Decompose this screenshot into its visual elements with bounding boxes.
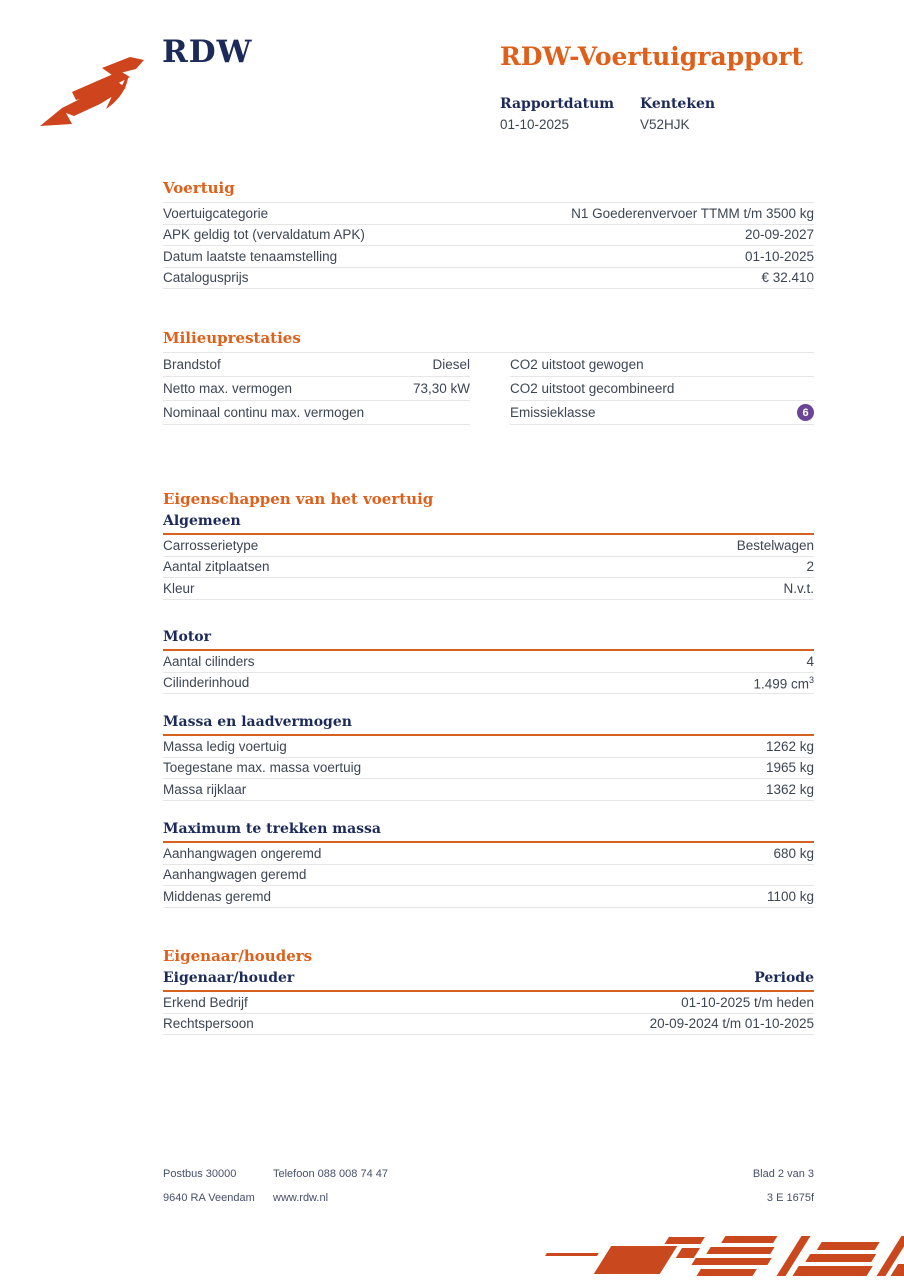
table-row bbox=[163, 535, 814, 557]
rdw-flag-graphic-icon bbox=[532, 1232, 904, 1280]
license-plate-value: V52HJK bbox=[640, 117, 690, 132]
field-value: 73,30 kW bbox=[412, 381, 470, 396]
table-row bbox=[163, 865, 814, 887]
owner-name: Erkend Bedrijf bbox=[163, 994, 248, 1010]
milieu-left-column bbox=[163, 353, 470, 425]
table-row bbox=[163, 1014, 814, 1036]
field-value: Diesel bbox=[432, 357, 470, 372]
owner-table-header bbox=[163, 970, 814, 992]
period-col-header: Periode bbox=[754, 970, 814, 986]
table-row bbox=[163, 377, 470, 401]
field-label: Massa rijklaar bbox=[163, 781, 247, 797]
table-row bbox=[163, 401, 470, 425]
section-title-milieuprestaties: Milieuprestaties bbox=[163, 329, 814, 353]
field-label: Toegestane max. massa voertuig bbox=[163, 760, 362, 776]
section-eigenaar bbox=[163, 947, 814, 1035]
field-label: Netto max. vermogen bbox=[163, 381, 293, 396]
table-row bbox=[163, 758, 814, 780]
field-label: Aantal cilinders bbox=[163, 653, 255, 669]
table-row bbox=[163, 578, 814, 600]
subsection-title-massa: Massa en laadvermogen bbox=[163, 714, 814, 736]
field-label: Aanhangwagen ongeremd bbox=[163, 845, 322, 861]
rdw-logo-text: RDW bbox=[162, 34, 253, 70]
report-date-block bbox=[500, 96, 640, 132]
milieu-right-column bbox=[510, 353, 814, 425]
table-row bbox=[163, 886, 814, 908]
table-row bbox=[163, 843, 814, 865]
milieu-columns bbox=[163, 353, 814, 425]
owner-name: Rechtspersoon bbox=[163, 1016, 254, 1032]
subsection-title-algemeen: Algemeen bbox=[163, 513, 814, 535]
footer-line-1 bbox=[163, 1168, 814, 1180]
field-label: Aanhangwagen geremd bbox=[163, 867, 307, 883]
footer-address-line2: 9640 RA Veendam bbox=[163, 1192, 255, 1204]
section-voertuig bbox=[163, 179, 814, 289]
table-row bbox=[510, 401, 814, 425]
subsection-massa bbox=[163, 714, 814, 801]
field-value: 1362 kg bbox=[765, 781, 814, 797]
footer-phone: Telefoon 088 008 74 47 bbox=[273, 1168, 388, 1180]
page-title: RDW-Voertuigrapport bbox=[500, 42, 804, 71]
field-label: CO2 uitstoot gewogen bbox=[510, 357, 644, 372]
field-label: CO2 uitstoot gecombineerd bbox=[510, 381, 675, 396]
subsection-motor bbox=[163, 629, 814, 694]
field-value: N1 Goederenvervoer TTMM t/m 3500 kg bbox=[571, 205, 814, 221]
table-row bbox=[510, 353, 814, 377]
footer-address-line1: Postbus 30000 bbox=[163, 1168, 237, 1180]
table-row bbox=[163, 736, 814, 758]
field-value: 4 bbox=[806, 653, 814, 669]
field-value: 1965 kg bbox=[765, 760, 814, 776]
field-value: 1100 kg bbox=[766, 888, 814, 904]
table-row bbox=[163, 225, 814, 247]
field-label: Carrosserietype bbox=[163, 537, 259, 553]
field-label: Massa ledig voertuig bbox=[163, 738, 287, 754]
field-label: Cilinderinhoud bbox=[163, 675, 250, 691]
field-label: Emissieklasse bbox=[510, 405, 596, 420]
footer-line-2 bbox=[163, 1192, 814, 1204]
license-plate-label: Kenteken bbox=[640, 96, 716, 112]
subsection-algemeen bbox=[163, 513, 814, 600]
rdw-wing-logo-icon bbox=[36, 52, 148, 136]
field-value: 01-10-2025 bbox=[744, 248, 814, 264]
field-value: 1.499 $cm^3$ bbox=[753, 674, 814, 691]
field-label: Voertuigcategorie bbox=[163, 205, 269, 221]
table-row bbox=[163, 651, 814, 673]
page-footer bbox=[163, 1168, 814, 1216]
table-row bbox=[163, 353, 470, 377]
field-label: Aantal zitplaatsen bbox=[163, 559, 270, 575]
section-milieuprestaties bbox=[163, 329, 814, 425]
field-value: Bestelwagen bbox=[736, 537, 814, 553]
report-date-label: Rapportdatum bbox=[500, 96, 615, 112]
owner-col-header: Eigenaar/houder bbox=[163, 970, 295, 986]
table-row bbox=[163, 268, 814, 290]
table-row bbox=[510, 377, 814, 401]
field-value: 20-09-2027 bbox=[744, 227, 814, 243]
field-label: Middenas geremd bbox=[163, 888, 272, 904]
field-value: € 32.410 bbox=[761, 270, 814, 286]
footer-website: www.rdw.nl bbox=[273, 1192, 329, 1204]
owner-period: 20-09-2024 t/m 01-10-2025 bbox=[649, 1016, 814, 1032]
subsection-title-motor: Motor bbox=[163, 629, 814, 651]
owner-period: 01-10-2025 t/m heden bbox=[681, 994, 814, 1010]
section-title-eigenaar: Eigenaar/houders bbox=[163, 947, 313, 965]
section-title-voertuig: Voertuig bbox=[163, 179, 814, 203]
report-meta bbox=[500, 96, 780, 132]
field-value: 680 kg bbox=[773, 845, 814, 861]
table-row bbox=[163, 779, 814, 801]
field-value: 2 bbox=[806, 559, 814, 575]
table-row bbox=[163, 992, 814, 1014]
subsection-title-trekken: Maximum te trekken massa bbox=[163, 821, 814, 843]
field-value: N.v.t. bbox=[783, 580, 814, 596]
field-label: Catalogusprijs bbox=[163, 270, 249, 286]
field-label: APK geldig tot (vervaldatum APK) bbox=[163, 227, 365, 243]
field-label: Nominaal continu max. vermogen bbox=[163, 405, 365, 420]
field-label: Brandstof bbox=[163, 357, 221, 372]
section-eigenschappen-heading bbox=[163, 490, 814, 508]
table-row bbox=[163, 246, 814, 268]
report-date-value: 01-10-2025 bbox=[500, 117, 570, 132]
table-row bbox=[163, 557, 814, 579]
emissieklasse-badge: 6 bbox=[797, 404, 814, 421]
license-plate-block bbox=[640, 96, 780, 132]
field-value: 1262 kg bbox=[765, 738, 814, 754]
table-row bbox=[163, 203, 814, 225]
unit-superscript: 3 bbox=[808, 674, 814, 685]
table-row bbox=[163, 673, 814, 695]
field-label: Datum laatste tenaamstelling bbox=[163, 248, 338, 264]
footer-form-code: 3 E 1675f bbox=[766, 1192, 814, 1204]
footer-page-number: Blad 2 van 3 bbox=[752, 1168, 814, 1180]
field-label: Kleur bbox=[163, 580, 195, 596]
section-title-eigenschappen: Eigenschappen van het voertuig bbox=[163, 490, 434, 508]
subsection-trekken bbox=[163, 821, 814, 908]
